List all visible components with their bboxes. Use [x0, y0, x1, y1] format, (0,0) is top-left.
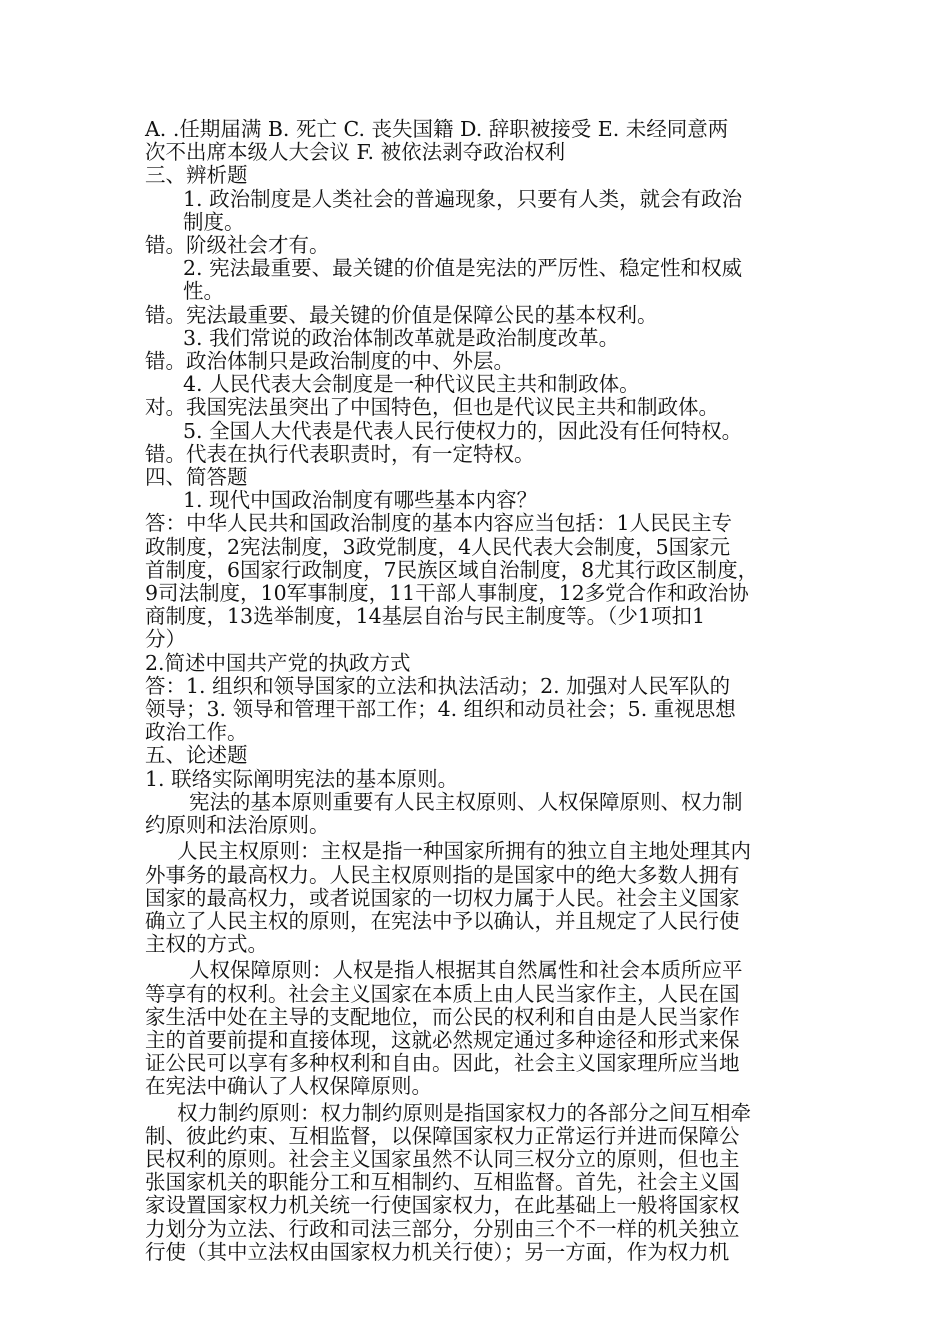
text-line: 9司法制度，10军事制度，11干部人事制度，12多党合作和政治协 — [145, 581, 749, 606]
text-line: 错。政治体制只是政治制度的中、外层。 — [145, 349, 514, 374]
text-line: 权力制约原则：权力制约原则是指国家权力的各部分之间互相牵 — [177, 1100, 751, 1125]
text-line: 家生活中处在主导的支配地位，而公民的权利和自由是人民当家作 — [145, 1004, 740, 1029]
text-line: 确立了人民主权的原则，在宪法中予以确认，并且规定了人民行使 — [145, 908, 740, 933]
text-line: 人民主权原则：主权是指一种国家所拥有的独立自主地处理其内 — [177, 839, 751, 864]
text-line: 等享有的权利。社会主义国家在本质上由人民当家作主，人民在国 — [145, 981, 740, 1006]
text-line: 对。我国宪法虽突出了中国特色，但也是代议民主共和制政体。 — [145, 395, 719, 420]
text-line: 制、彼此约束、互相监督，以保障国家权力正常运行并进而保障公 — [145, 1123, 740, 1148]
text-line: 答：1. 组织和领导国家的立法和执法活动；2. 加强对人民军队的 — [145, 673, 731, 698]
text-line: 3. 我们常说的政治体制改革就是政治制度改革。 — [183, 325, 620, 350]
text-line: 四、简答题 — [145, 465, 248, 490]
text-line: 主的首要前提和直接体现，这就必然规定通过多种途径和形式来保 — [145, 1027, 740, 1052]
text-line: 民权利的原则。社会主义国家虽然不认同三权分立的原则，但也主 — [145, 1146, 740, 1171]
text-line: 答：中华人民共和国政治制度的基本内容应当包括：1人民民主专 — [145, 511, 733, 536]
text-line: 行使（其中立法权由国家权力机关行使）；另一方面，作为权力机 — [145, 1239, 730, 1264]
text-line: 次不出席本级人大会议 F. 被依法剥夺政治权利 — [145, 140, 566, 165]
text-line: 2. 宪法最重要、最关键的价值是宪法的严厉性、稳定性和权威 — [183, 256, 743, 281]
text-line: 在宪法中确认了人权保障原则。 — [145, 1074, 432, 1099]
text-line: 三、辨析题 — [145, 163, 248, 188]
text-line: 政治工作。 — [145, 720, 248, 745]
text-line: 人权保障原则：人权是指人根据其自然属性和社会本质所应平 — [189, 958, 743, 983]
text-line: 张国家机关的职能分工和互相制约、互相监督。首先，社会主义国 — [145, 1170, 740, 1195]
text-line: 领导；3. 领导和管理干部工作；4. 组织和动员社会；5. 重视思想 — [145, 697, 736, 722]
text-line: 五、论述题 — [145, 743, 248, 768]
document-body — [145, 118, 805, 1264]
text-line: 商制度，13选举制度，14基层自治与民主制度等。（少1项扣1 — [145, 604, 706, 629]
text-line: 首制度，6国家行政制度，7民族区域自治制度，8尤其行政区制度， — [145, 557, 759, 582]
text-line: 1. 现代中国政治制度有哪些基本内容？ — [183, 488, 538, 513]
text-line: 约原则和法治原则。 — [145, 813, 330, 838]
text-line: 1. 政治制度是人类社会的普遍现象，只要有人类，就会有政治 — [183, 186, 743, 211]
text-line: 力划分为立法、行政和司法三部分，分别由三个不一样的机关独立 — [145, 1216, 740, 1241]
text-line: A. .任期届满 B. 死亡 C. 丧失国籍 D. 辞职被接受 E. 未经同意两 — [145, 117, 729, 141]
text-line: 性。 — [183, 279, 224, 304]
text-line: 错。宪法最重要、最关键的价值是保障公民的基本权利。 — [145, 302, 658, 327]
text-line: 2.简述中国共产党的执政方式 — [145, 650, 411, 675]
text-line: 国家的最高权力，或者说国家的一切权力属于人民。社会主义国家 — [145, 885, 740, 910]
text-line: 5. 全国人大代表是代表人民行使权力的，因此没有任何特权。 — [183, 418, 743, 443]
text-line: 外事务的最高权力。人民主权原则指的是国家中的绝大多数人拥有 — [145, 862, 740, 887]
text-line: 宪法的基本原则重要有人民主权原则、人权保障原则、权力制 — [189, 789, 743, 814]
text-line: 1. 联络实际阐明宪法的基本原则。 — [145, 766, 459, 791]
text-line: 家设置国家权力机关统一行使国家权力，在此基础上一般将国家权 — [145, 1193, 740, 1218]
text-line: 制度。 — [183, 209, 245, 234]
text-line: 错。阶级社会才有。 — [145, 233, 330, 258]
text-line: 政制度，2宪法制度，3政党制度，4人民代表大会制度，5国家元 — [145, 534, 731, 559]
text-line: 错。代表在执行代表职责时，有一定特权。 — [145, 441, 535, 466]
text-line: 4. 人民代表大会制度是一种代议民主共和制政体。 — [183, 372, 640, 397]
text-line: 证公民可以享有多种权利和自由。因此，社会主义国家理所应当地 — [145, 1051, 740, 1076]
text-line: 分） — [145, 627, 186, 652]
text-line: 主权的方式。 — [145, 932, 268, 957]
